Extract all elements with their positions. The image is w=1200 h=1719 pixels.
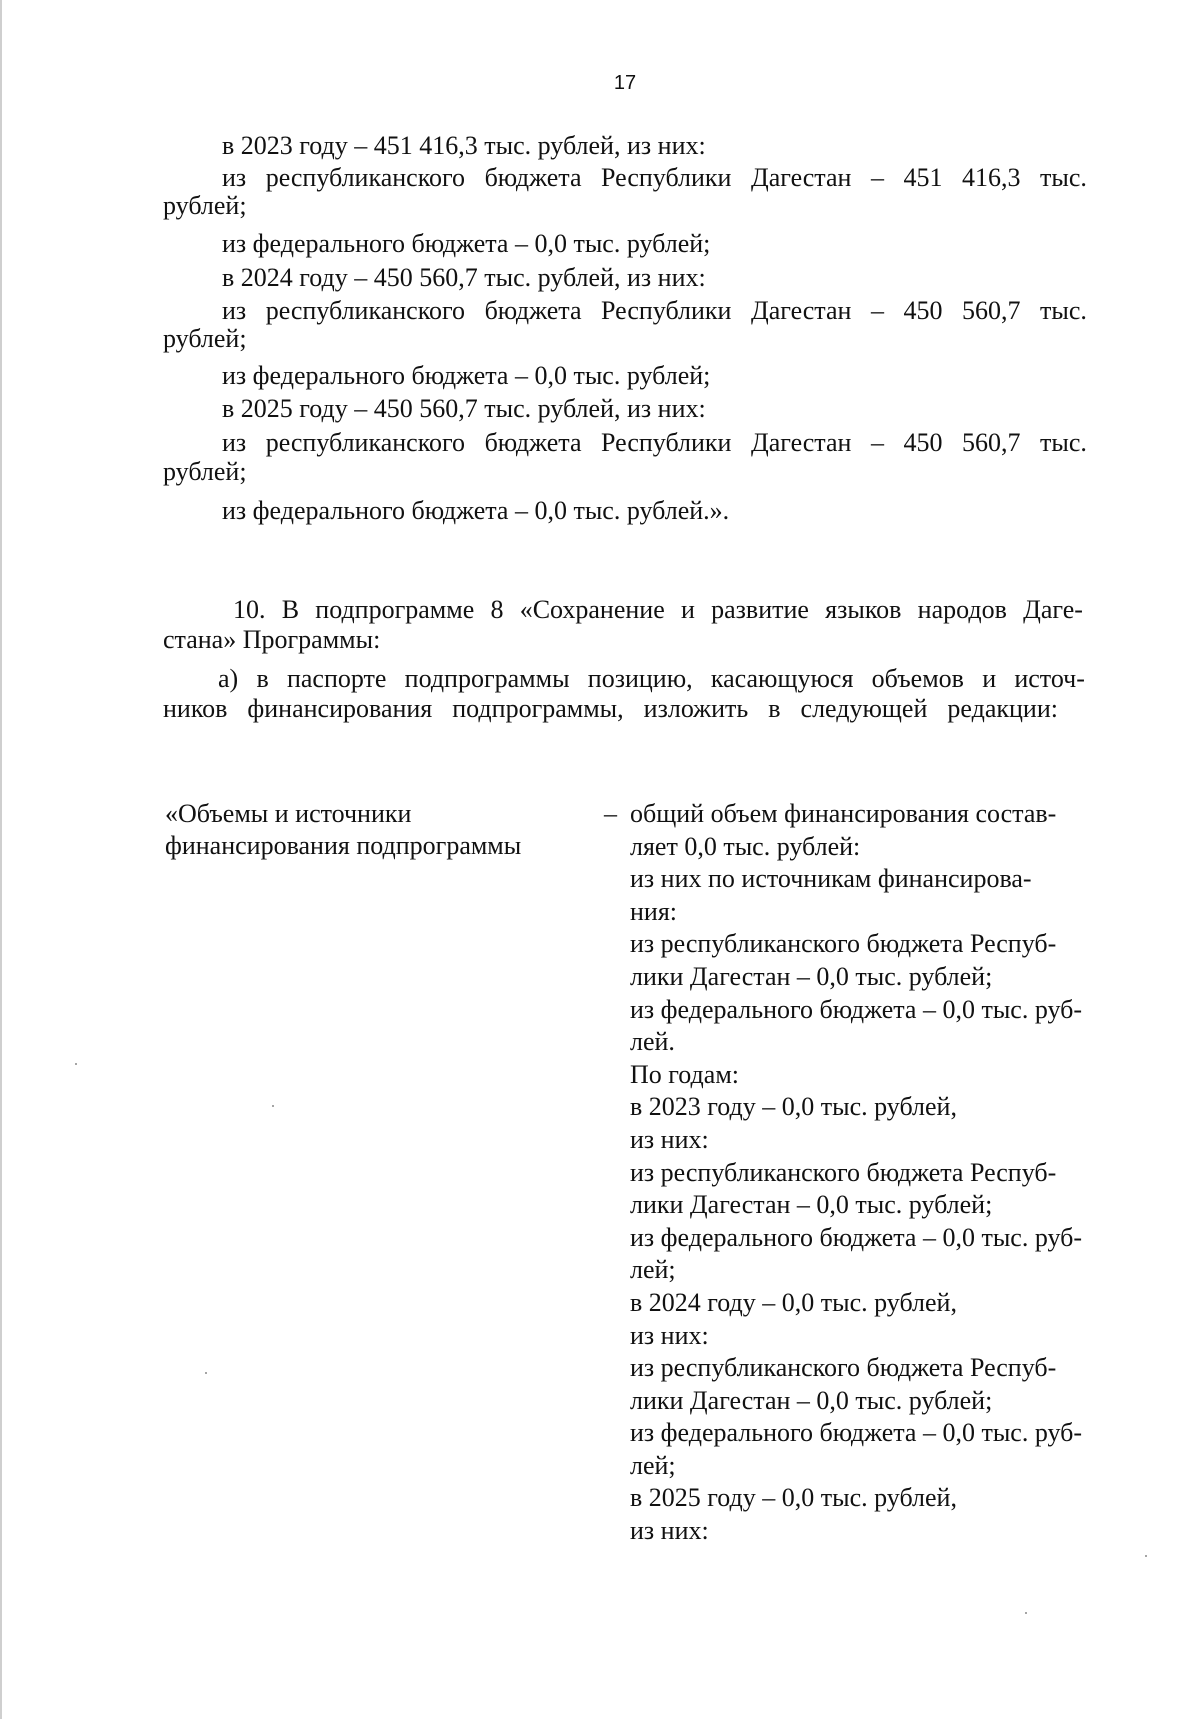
passport-value-line: из федерального бюджета – 0,0 тыс. руб-: [630, 1418, 1083, 1448]
scan-speck: [272, 1105, 274, 1107]
passport-value-line: из республиканского бюджета Респуб-: [630, 1353, 1057, 1383]
passport-value-line: По годам:: [630, 1059, 739, 1089]
passport-value-line: лики Дагестан – 0,0 тыс. рублей;: [630, 1190, 993, 1220]
section_10-line: а) в паспорте подпрограммы позицию, касающуюся объемов и источ-: [218, 664, 1085, 693]
passport-value-line: лики Дагестан – 0,0 тыс. рублей;: [630, 1385, 993, 1415]
passport-value-line: из федерального бюджета – 0,0 тыс. руб-: [630, 994, 1083, 1024]
section_top-line: в 2025 году – 450 560,7 тыс. рублей, из них:: [222, 394, 706, 423]
passport-value-line: из них:: [630, 1516, 709, 1546]
passport-value-line: общий объем финансирования состав-: [630, 799, 1057, 828]
section_top-line: из федерального бюджета – 0,0 тыс. рублей;: [222, 229, 711, 258]
section_10-line: ников финансирования подпрограммы, изложить в следующей редакции:: [163, 694, 1058, 723]
passport-value-line: ляет 0,0 тыс. рублей:: [630, 831, 861, 861]
scan-speck: [205, 1372, 207, 1374]
passport-value-line: из федерального бюджета – 0,0 тыс. руб-: [630, 1222, 1083, 1252]
passport-label-line: финансирования подпрограммы: [165, 831, 522, 860]
section_top-line: в 2024 году – 450 560,7 тыс. рублей, из них:: [222, 263, 706, 292]
section_10-line: 10. В подпрограмме 8 «Сохранение и развитие языков народов Даге-: [233, 595, 1083, 624]
passport-dash: –: [604, 799, 617, 828]
passport-value-line: в 2025 году – 0,0 тыс. рублей,: [630, 1483, 957, 1513]
passport-value-line: лей;: [630, 1255, 676, 1285]
passport-value-line: из республиканского бюджета Респуб-: [630, 929, 1057, 959]
passport-value-line: лей;: [630, 1450, 676, 1480]
passport-label: [165, 798, 521, 862]
section_top-line: рублей;: [163, 324, 247, 353]
passport-value-line: из них по источникам финансирова-: [630, 864, 1032, 894]
section_top-line: из республиканского бюджета Республики Дагестан – 450 560,7 тыс.: [222, 296, 1087, 325]
scan-speck: [1145, 1555, 1147, 1557]
passport-value-line: лики Дагестан – 0,0 тыс. рублей;: [630, 961, 993, 991]
passport-value-line: в 2023 году – 0,0 тыс. рублей,: [630, 1092, 957, 1122]
scan-speck: [75, 1063, 77, 1065]
passport-value-line: ния:: [630, 896, 678, 926]
page-number: 17: [613, 72, 637, 94]
section_top-line: из федерального бюджета – 0,0 тыс. рублей;: [222, 361, 711, 390]
passport-value-line: из них:: [630, 1320, 709, 1350]
section_top-line: в 2023 году – 451 416,3 тыс. рублей, из них:: [222, 131, 706, 160]
passport-value-line: лей.: [630, 1027, 675, 1057]
passport-value-line: из республиканского бюджета Респуб-: [630, 1157, 1057, 1187]
section_10-line: стана» Программы:: [163, 625, 381, 654]
scan-edge: [0, 0, 2, 1719]
passport-values: [630, 798, 1110, 1548]
scan-speck: [1025, 1612, 1027, 1614]
passport-value-line: из них:: [630, 1124, 709, 1154]
passport-label-line: «Объемы и источники: [165, 799, 412, 828]
section_top-line: из республиканского бюджета Республики Дагестан – 450 560,7 тыс.: [222, 428, 1087, 457]
section_top-line: рублей;: [163, 191, 247, 220]
section_top-line: из республиканского бюджета Республики Дагестан – 451 416,3 тыс.: [222, 163, 1087, 192]
section_top-line: из федерального бюджета – 0,0 тыс. рублей.».: [222, 496, 730, 525]
passport-value-line: в 2024 году – 0,0 тыс. рублей,: [630, 1287, 957, 1317]
section_top-line: рублей;: [163, 457, 247, 486]
